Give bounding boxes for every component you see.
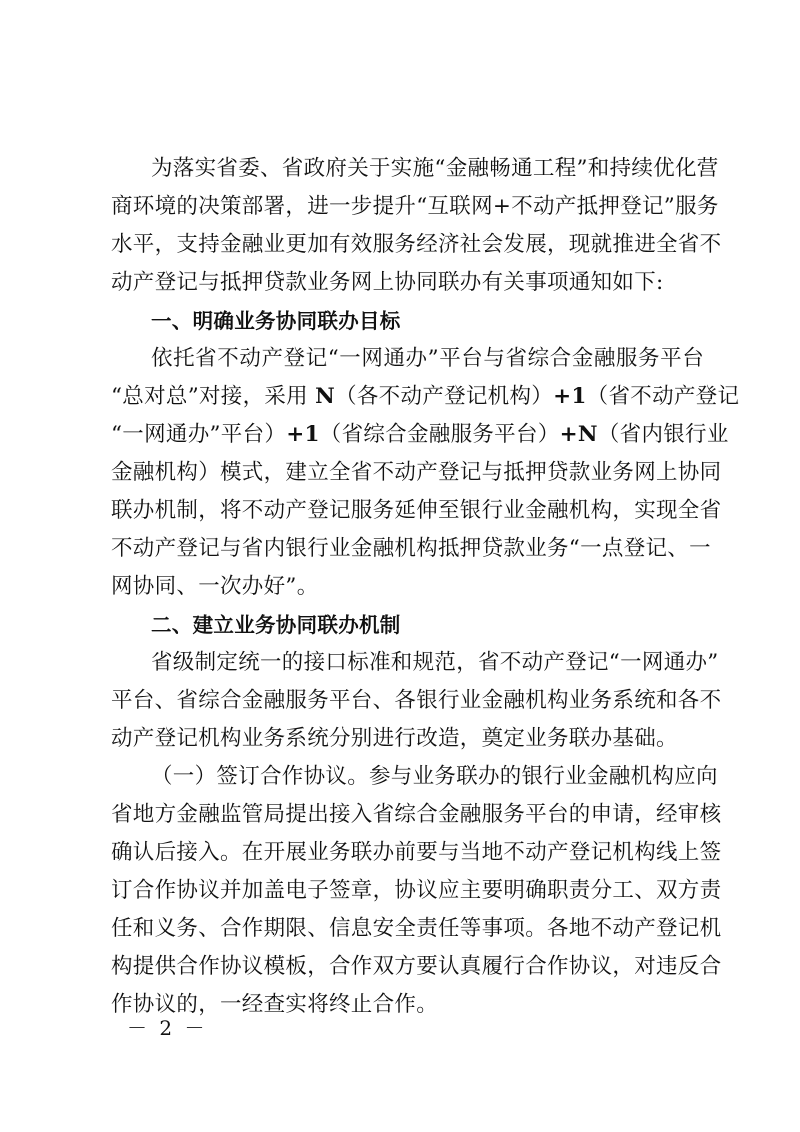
text-line: 为落实省委、省政府关于实施“金融畅通工程”和持续优化营 <box>151 156 719 181</box>
paragraph-section-3 <box>111 758 722 1024</box>
text-line: 不动产登记与省内银行业金融机构抵押贷款业务“一点登记、一 <box>111 536 711 561</box>
text-line: 水平，支持金融业更加有效服务经济社会发展，现就推进全省不 <box>111 232 722 257</box>
text-line: 订合作协议并加盖电子签章，协议应主要明确职责分工、双方责 <box>111 878 722 903</box>
page-number: － 2 － <box>127 1016 208 1040</box>
paragraph-section-1 <box>111 340 740 606</box>
paragraph-intro <box>111 150 722 302</box>
section-heading-1: 一、明确业务协同联办目标 <box>151 309 401 333</box>
section-heading-2: 二、建立业务协同联办机制 <box>151 613 401 637</box>
text-line: 商环境的决策部署，进一步提升“互联网+不动产抵押登记”服务 <box>111 194 719 219</box>
paragraph-section-2 <box>111 644 722 758</box>
text-line: 省级制定统一的接口标准和规范，省不动产登记“一网通办” <box>151 650 719 675</box>
text-line: 动产登记与抵押贷款业务网上协同联办有关事项通知如下: <box>111 270 664 295</box>
text-line: 作协议的，一经查实将终止合作。 <box>111 992 439 1017</box>
text-line: 任和义务、合作期限、信息安全责任等事项。各地不动产登记机 <box>111 916 722 941</box>
document-body <box>111 150 740 1024</box>
text-line: 平台、省综合金融服务平台、各银行业金融机构业务系统和各不 <box>111 688 722 713</box>
text-line: 网协同、一次办好”。 <box>111 574 319 599</box>
text-line: 确认后接入。在开展业务联办前要与当地不动产登记机构线上签 <box>111 840 722 865</box>
text-line: （一）签订合作协议。参与业务联办的银行业金融机构应向 <box>151 764 718 789</box>
text-line: “一网通办”平台）+1（省综合金融服务平台）+N（省内银行业 <box>111 422 729 447</box>
text-line: 构提供合作协议模板，合作双方要认真履行合作协议，对违反合 <box>111 954 722 979</box>
text-line: 省地方金融监管局提出接入省综合金融服务平台的申请，经审核 <box>111 802 722 827</box>
text-line: 动产登记机构业务系统分别进行改造，奠定业务联办基础。 <box>111 726 678 751</box>
text-line: “总对总”对接，采用 N（各不动产登记机构）+1（省不动产登记 <box>111 384 740 409</box>
text-line: 金融机构）模式，建立全省不动产登记与抵押贷款业务网上协同 <box>111 460 722 485</box>
text-line: 依托省不动产登记“一网通办”平台与省综合金融服务平台 <box>151 346 704 371</box>
text-line: 联办机制，将不动产登记服务延伸至银行业金融机构，实现全省 <box>111 498 722 523</box>
